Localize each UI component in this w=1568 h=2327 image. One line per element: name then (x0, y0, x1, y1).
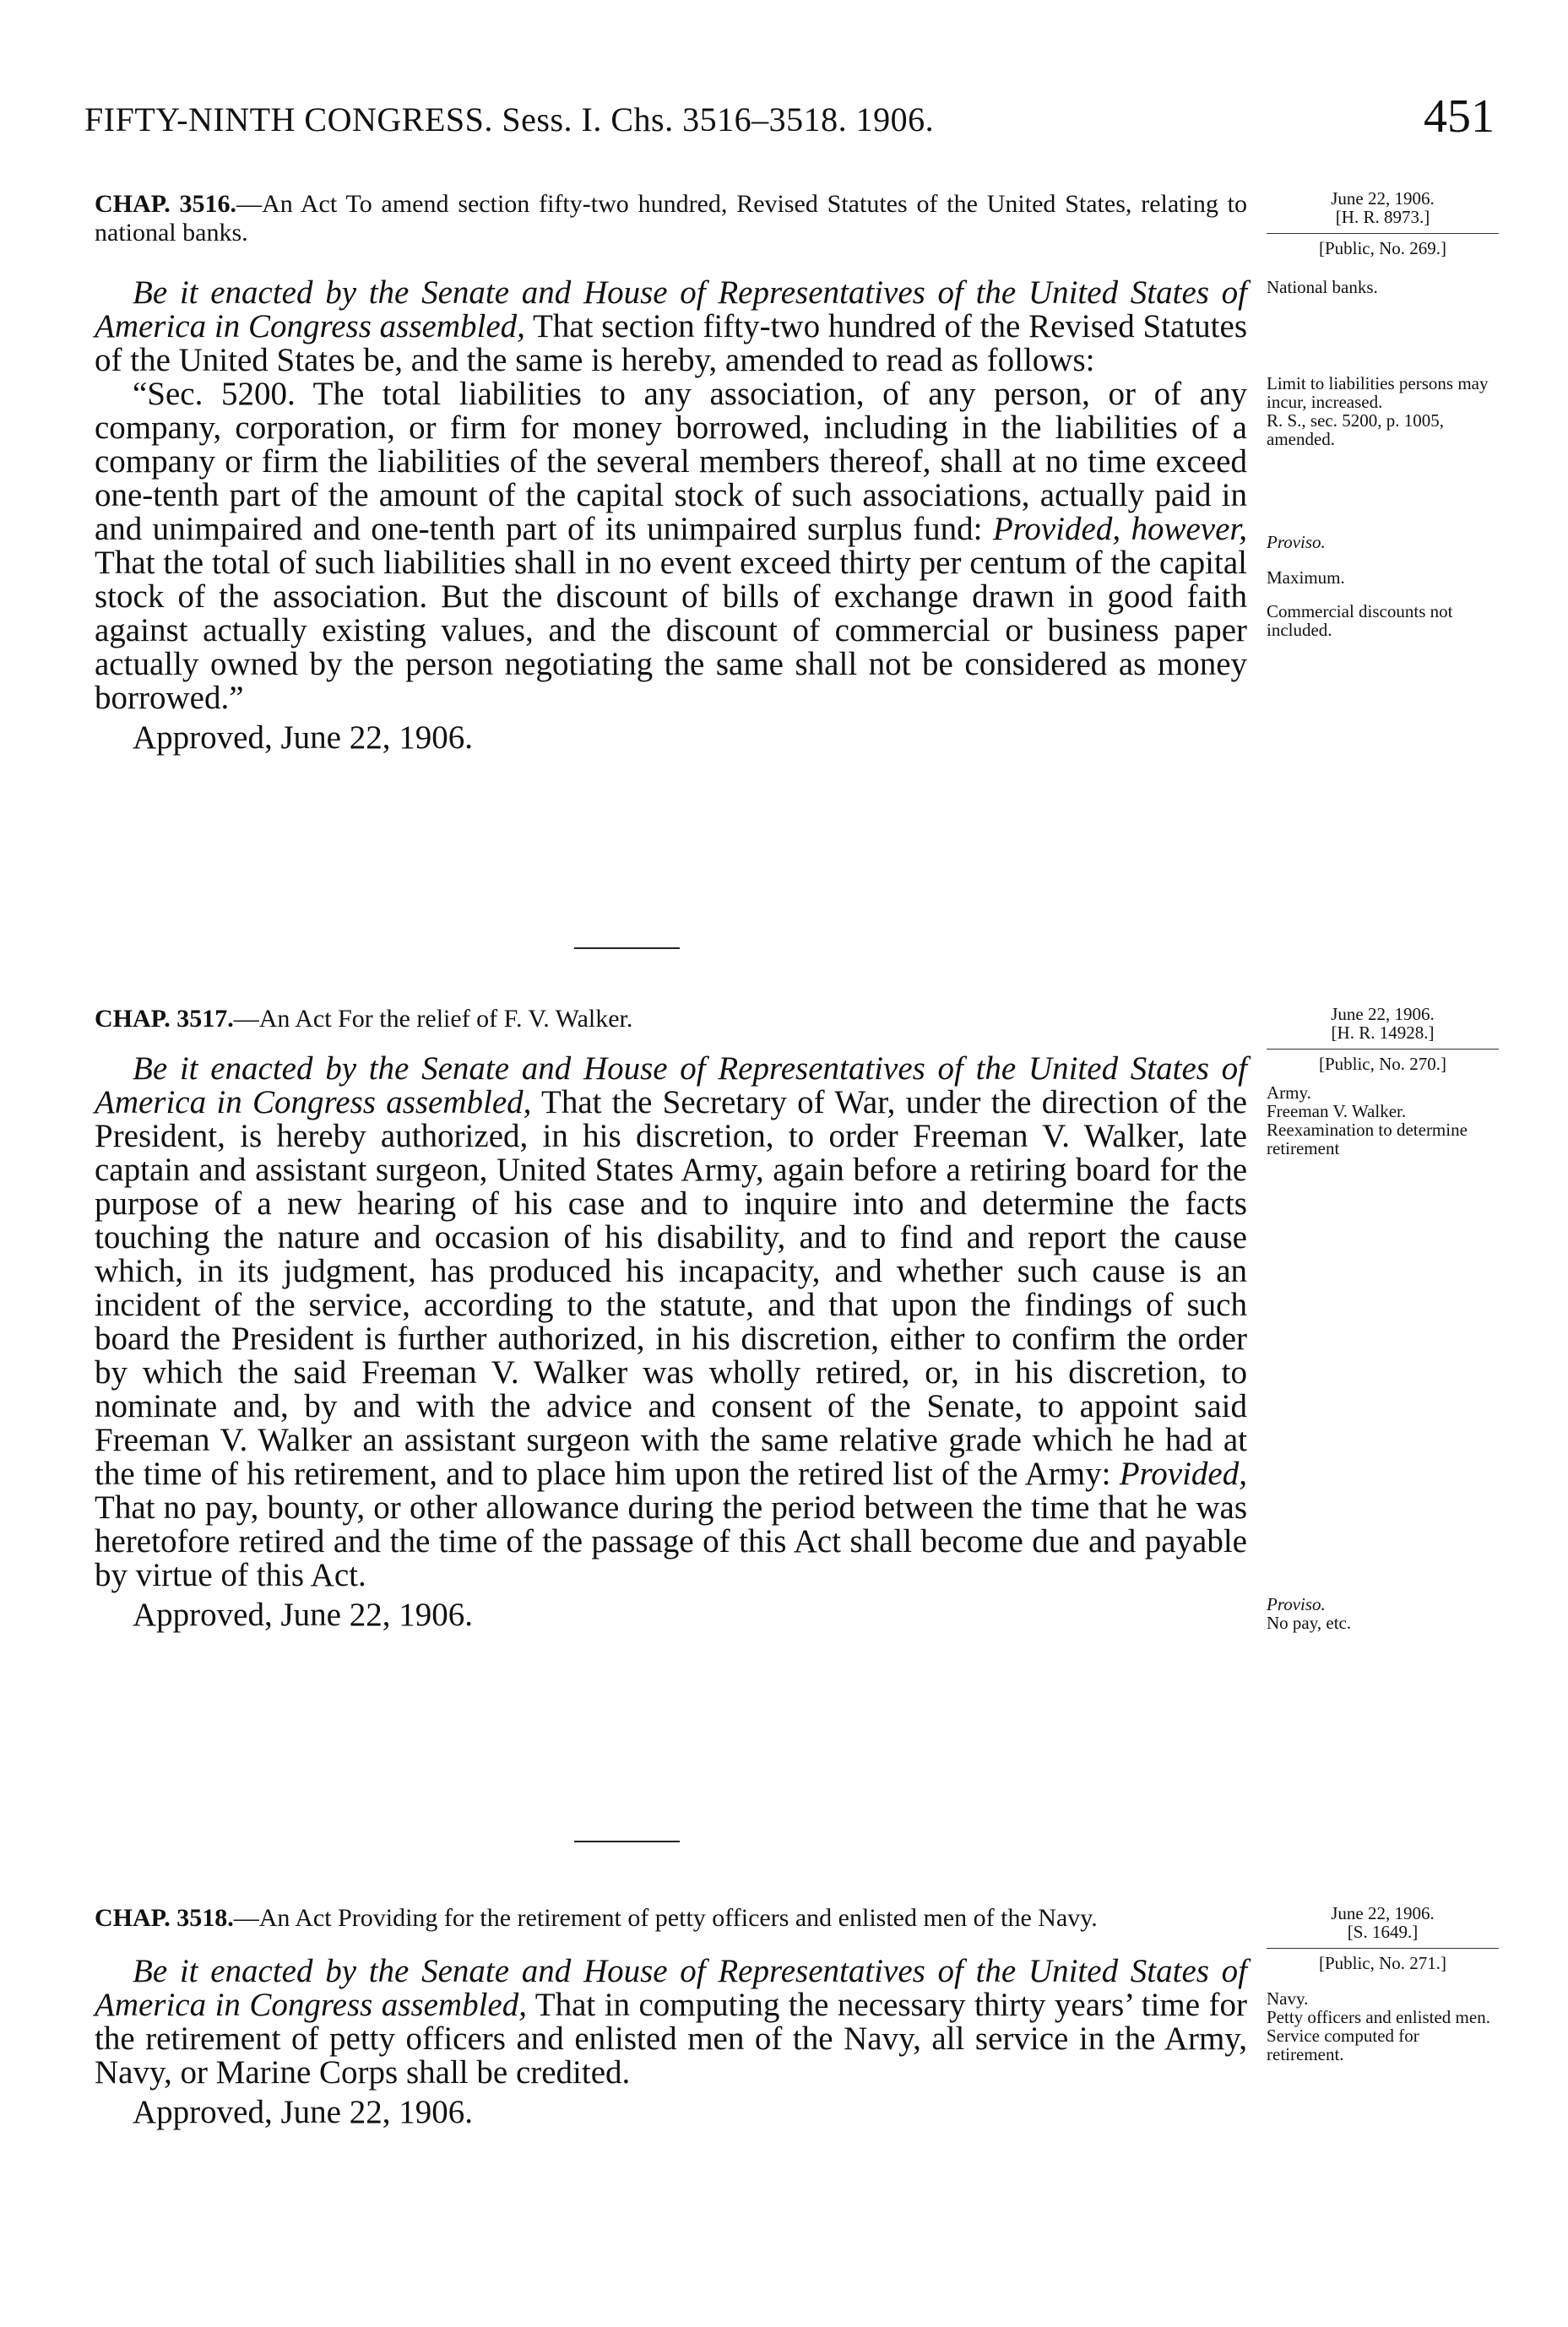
chapter-title: —An Act For the relief of F. V. Walker. (233, 1005, 633, 1033)
margin-public: [Public, No. 269.] (1318, 238, 1447, 258)
margin-note: Navy. (1267, 1988, 1309, 2009)
proviso-text: Provided, however, (992, 511, 1247, 547)
margin-note: Proviso. (1267, 1594, 1326, 1614)
page-header (84, 90, 1495, 157)
margin-date: June 22, 1906. (1331, 1004, 1435, 1024)
approved-line: Approved, June 22, 1906. (133, 719, 473, 756)
chapter-number: CHAP. 3518. (95, 1904, 234, 1932)
margin-note: Reexamination to determine retirement (1267, 1120, 1468, 1158)
chapter-caption (95, 1904, 1247, 1933)
margin-note: No pay, etc. (1267, 1613, 1352, 1633)
chapter-caption (95, 190, 1247, 247)
margin-date: June 22, 1906. (1331, 1903, 1435, 1923)
enacting-clause: Be it enacted by the Senate and House of Representatives of the United States of America in Congress assembled, (95, 1050, 1247, 1120)
page-number: 451 (1424, 90, 1495, 143)
enacting-clause: Be it enacted by the Senate and House of Representatives of the United States of America in Congress assembled, (95, 274, 1247, 344)
margin-note: Proviso. (1267, 532, 1326, 552)
margin-note: Limit to liabilities persons may incur, increased. (1267, 373, 1489, 412)
margin-note: National banks. (1267, 277, 1378, 297)
margin-bill: [H. R. 8973.] (1335, 207, 1430, 227)
margin-divider (1267, 1049, 1499, 1050)
body-text: That section fifty-two hundred of the Revised Statutes of the United States be, and the same is hereby, amended to read as follows: (95, 308, 1247, 378)
margin-divider (1267, 233, 1499, 234)
enacting-paragraph (95, 276, 1247, 377)
margin-public: [Public, No. 270.] (1318, 1054, 1447, 1074)
approved-line: Approved, June 22, 1906. (133, 2094, 473, 2130)
running-head: FIFTY-NINTH CONGRESS. Sess. I. Chs. 3516–3518. 1906. (84, 100, 935, 138)
proviso-text: Provided, (1119, 1456, 1247, 1492)
body-text: That no pay, bounty, or other allowance during the period between the time that he was heretofore retired and the time of the passage of this Act shall become due and payable by virtue of this Act. (95, 1489, 1247, 1593)
section-paragraph (95, 377, 1247, 715)
chapter-3517 (95, 1005, 1247, 1633)
margin-note: Commercial discounts not included. (1267, 601, 1453, 640)
margin-note: Freeman V. Walker. (1267, 1101, 1407, 1121)
body-text: That the Secretary of War, under the direction of the President, is hereby authorized, in his discretion, to order Freeman V. Walker, late captain and assistant surgeon, United States Army, again before a retiring board for the purpose of a new hearing of his case and to inquire into and determine the facts touching the nature and occasion of his disability, and to find and report the cause which, in its judgment, has produced his incapacity, and whether such cause is an incident of the service, according to the statute, and that upon the findings of such board the President is further authorized, in his discretion, either to confirm the order by which the said Freeman V. Walker was wholly retired, or, in his discretion, to nominate and, by and with the advice and consent of the Senate, to appoint said Freeman V. Walker an assistant surgeon with the same relative grade which he had at the time of his retirement, and to place him upon the retired list of the Army: (95, 1084, 1247, 1492)
chapter-3518 (95, 1904, 1247, 2130)
chapter-number: CHAP. 3516. (95, 190, 237, 218)
margin-notes-3516 (1267, 189, 1499, 639)
margin-bill: [H. R. 14928.] (1331, 1022, 1435, 1043)
chapter-number: CHAP. 3517. (95, 1005, 234, 1033)
section-divider (574, 947, 680, 949)
body-text: That in computing the necessary thirty years’ time for the retirement of petty officers and enlisted men of the Navy, all service in the Army, Navy, or Marine Corps shall be credited. (95, 1987, 1248, 2091)
body-text: That the total of such liabilities shall in no event exceed thirty per centum of the capital stock of the association. But the discount of bills of exchange drawn in good faith against actually existing values, and the discount of commercial or business paper actually owned by the person negotiating the same shall not be considered as money borrowed.” (95, 545, 1247, 716)
margin-note: R. S., sec. 5200, p. 1005, amended. (1267, 410, 1444, 449)
margin-date: June 22, 1906. (1331, 188, 1435, 209)
margin-note: Petty officers and enlisted men. (1267, 2007, 1490, 2027)
section-divider (574, 1841, 680, 1842)
chapter-title: —An Act Providing for the retirement of petty officers and enlisted men of the Navy. (233, 1904, 1098, 1932)
chapter-caption (95, 1005, 1247, 1033)
approved-line: Approved, June 22, 1906. (133, 1597, 473, 1633)
margin-note: Maximum. (1267, 567, 1345, 588)
margin-divider (1267, 1948, 1499, 1949)
margin-note: Service computed for retirement. (1267, 2026, 1419, 2064)
enacting-paragraph (95, 1955, 1247, 2090)
margin-public: [Public, No. 271.] (1318, 1953, 1447, 1973)
enacting-clause: Be it enacted by the Senate and House of Representatives of the United States of America in Congress assembled, (95, 1953, 1247, 2023)
margin-bill: [S. 1649.] (1347, 1922, 1419, 1942)
margin-notes-3518 (1267, 1904, 1499, 2064)
chapter-title: —An Act To amend section fifty-two hundred, Revised Statutes of the United States, relating to national banks. (95, 190, 1247, 247)
chapter-3516 (95, 190, 1247, 756)
enacting-paragraph (95, 1052, 1247, 1592)
margin-notes-3517 (1267, 1005, 1499, 1632)
margin-note: Army. (1267, 1082, 1311, 1103)
body-text: “Sec. 5200. The total liabilities to any association, of any person, or of any company, corporation, or firm for money borrowed, including in the liabilities of a company or firm the liabilities of the several members thereof, shall at no time exceed one-tenth part of the amount of the capital stock of such associations, actually paid in and unimpaired and one-tenth part of its unimpaired surplus fund: (95, 376, 1247, 547)
